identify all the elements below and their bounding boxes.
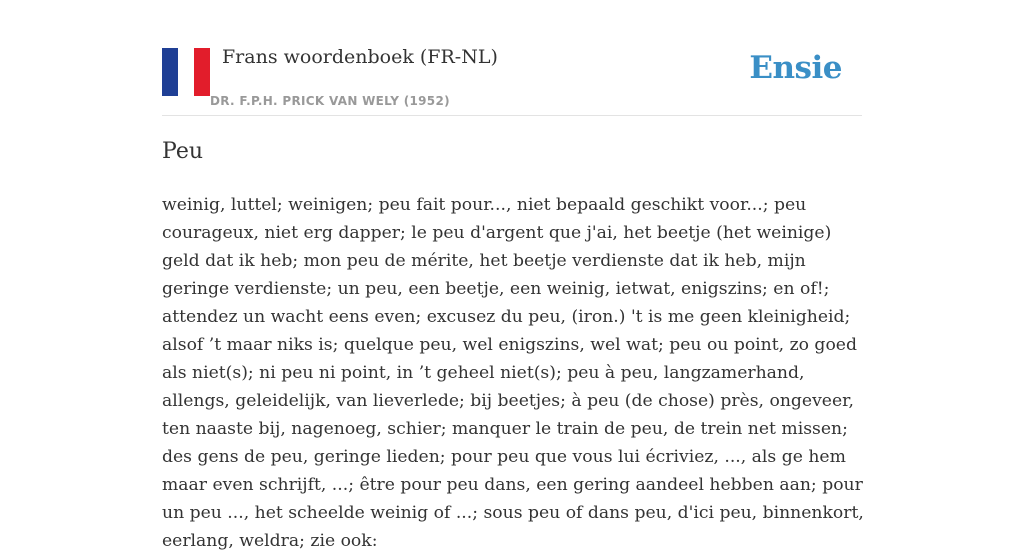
flag-stripe-red <box>194 48 210 96</box>
ensie-logo[interactable]: Ensie <box>749 50 842 86</box>
flag-stripe-white <box>178 48 194 96</box>
flag-stripe-blue <box>162 48 178 96</box>
dictionary-title[interactable]: Frans woordenboek (FR-NL) <box>222 46 498 68</box>
france-flag-icon[interactable] <box>162 48 210 96</box>
entry-definition: weinig, luttel; weinigen; peu fait pour..., niet bepaald geschikt voor...; peu courageux, niet erg dapper; le peu d'argent que j'ai, het beetje (het weinige) geld dat ik heb; mon peu de mérite, het beetje verdienste dat ik heb, mijn geringe verdienste; un peu, een beetje, een weinig, ietwat, enigszins; en of!; attendez un wacht eens even; excusez du peu, (iron.) 't is me geen kleinigheid; alsof ’t maar niks is; quelque peu, wel enigszins, wel wat; peu ou point, zo goed als niet(s); ni peu ni point, in ’t geheel niet(s); peu à peu, langzamerhand, allengs, geleidelijk, van lieverlede; bij beetjes; à peu (de chose) près, ongeveer, ten naaste bij, nagenoeg, schier; manquer le train de peu, de trein net missen; des gens de peu, geringe lieden; pour peu que vous lui écriviez, ..., als ge hem maar even schrijft, ...; être pour peu dans, een gering aandeel hebben aan; pour un peu ..., het scheelde weinig of ...; sous peu of dans peu, d'ici peu, binnenkort, eerlang, weldra; zie ook: <box>162 195 864 551</box>
dictionary-header <box>162 44 862 116</box>
entry-headword: Peu <box>162 139 204 164</box>
dictionary-author: DR. F.P.H. PRICK VAN WELY (1952) <box>210 94 450 108</box>
